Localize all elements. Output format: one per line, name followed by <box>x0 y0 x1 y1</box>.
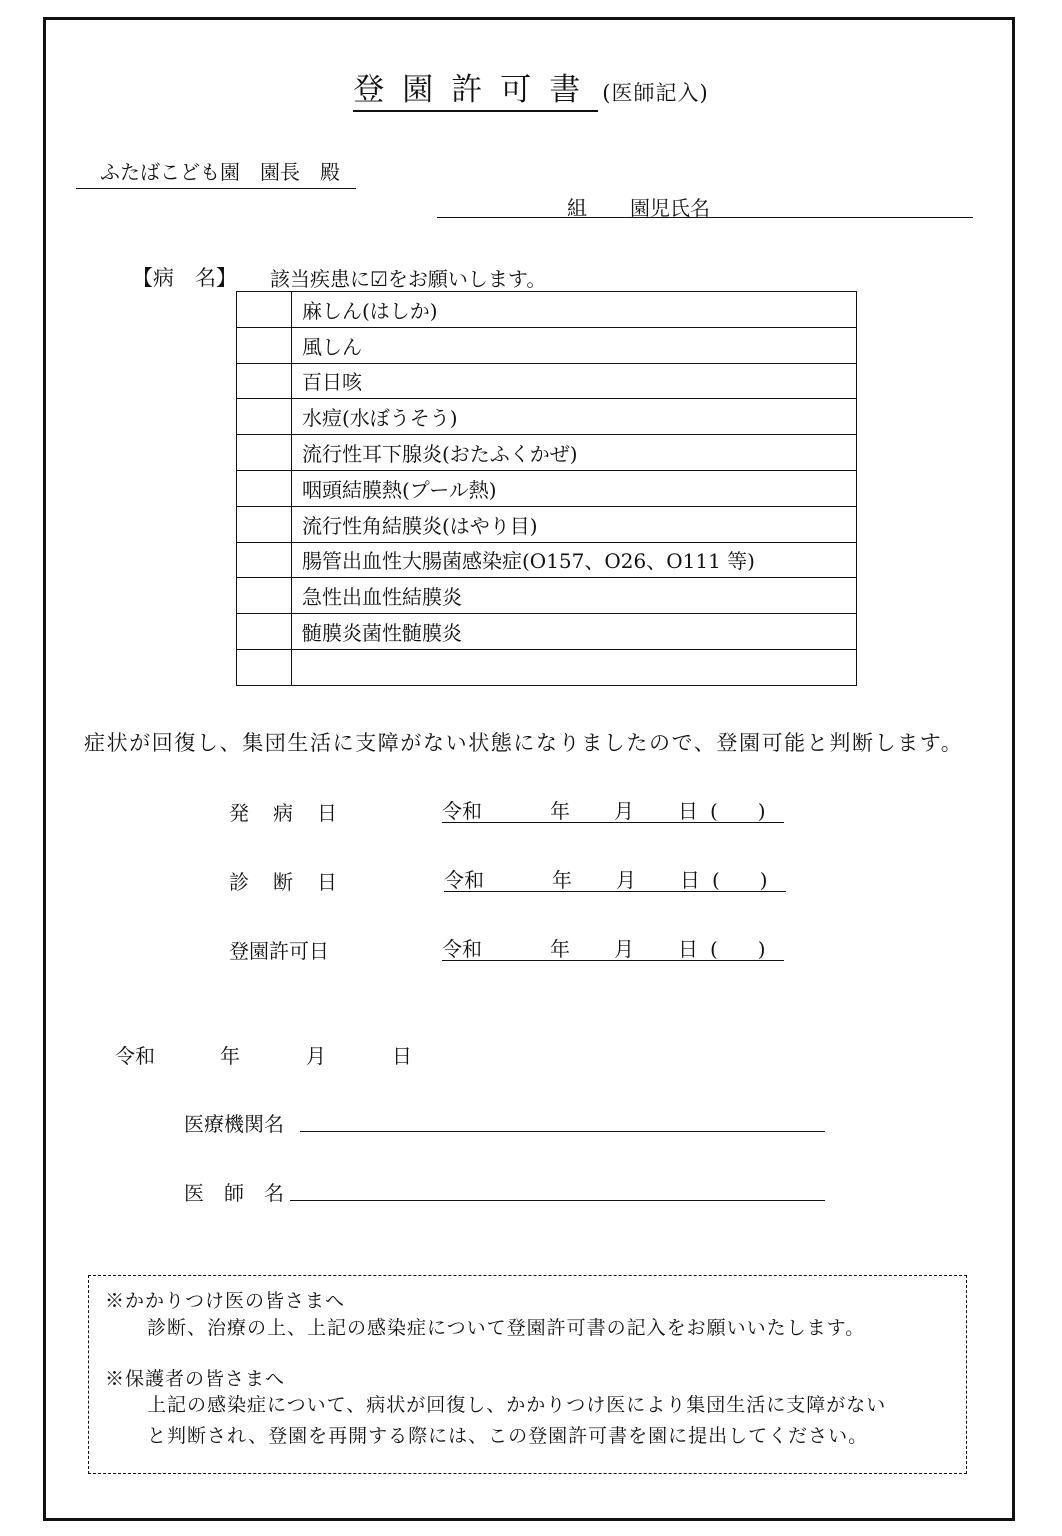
guardian-note-text-1: 上記の感染症について、病状が回復し、かかりつけ医により集団生活に支障がない <box>147 1394 887 1416</box>
sign-date-day: 日 <box>392 1044 412 1068</box>
doctor-field[interactable] <box>290 1200 825 1201</box>
year-unit: 年 <box>550 799 570 823</box>
disease-name: 急性出血性結膜炎 <box>292 578 857 614</box>
title-sub: (医師記入) <box>602 81 709 105</box>
table-row <box>237 506 857 542</box>
weekday-paren: ( ) <box>712 868 768 892</box>
diagnosis-date-label: 診 断 日 <box>229 870 339 894</box>
disease-name: 流行性角結膜炎(はやり目) <box>292 506 857 542</box>
permission-date-field[interactable] <box>442 933 784 961</box>
doctor-note-text: 診断、治療の上、上記の感染症について登園許可書の記入をお願いいたします。 <box>147 1317 866 1339</box>
table-row <box>237 470 857 506</box>
diagnosis-date-field[interactable] <box>444 864 786 892</box>
disease-checkbox[interactable] <box>237 542 292 578</box>
table-row <box>237 292 857 328</box>
onset-date-field[interactable] <box>442 795 784 823</box>
disease-checkbox[interactable] <box>237 292 292 328</box>
disease-name: 水痘(水ぼうそう) <box>292 399 857 435</box>
child-name-line[interactable] <box>437 192 973 218</box>
era: 令和 <box>444 868 484 892</box>
year-unit: 年 <box>552 868 572 892</box>
disease-table <box>236 291 857 686</box>
disease-name: 髄膜炎菌性髄膜炎 <box>292 614 857 650</box>
month-unit: 月 <box>614 799 634 823</box>
notes-box <box>88 1275 967 1474</box>
disease-checkbox[interactable] <box>237 578 292 614</box>
weekday-paren: ( ) <box>710 799 766 823</box>
table-row <box>237 542 857 578</box>
disease-checkbox[interactable] <box>237 363 292 399</box>
day-unit: 日 <box>678 799 698 823</box>
era: 令和 <box>442 937 482 961</box>
onset-date-label: 発 病 日 <box>229 801 339 825</box>
permission-date-label: 登園許可日 <box>229 939 329 963</box>
disease-checkbox[interactable] <box>237 614 292 650</box>
doctor-note-heading: ※かかりつけ医の皆さまへ <box>105 1290 346 1312</box>
document-title <box>0 64 1062 109</box>
disease-checkbox[interactable] <box>237 506 292 542</box>
table-row <box>237 399 857 435</box>
table-row <box>237 435 857 471</box>
disease-checkbox[interactable] <box>237 327 292 363</box>
sign-date-year: 年 <box>220 1044 240 1068</box>
table-row <box>237 578 857 614</box>
table-row <box>237 363 857 399</box>
institution-label: 医療機関名 <box>184 1112 284 1136</box>
month-unit: 月 <box>616 868 636 892</box>
era: 令和 <box>442 799 482 823</box>
table-row <box>237 327 857 363</box>
institution-field[interactable] <box>300 1131 825 1132</box>
guardian-note-text-2: と判断され、登園を再開する際には、この登園許可書を園に提出してください。 <box>147 1425 869 1447</box>
month-unit: 月 <box>614 937 634 961</box>
addressee: ふたばこども園 園長 殿 <box>76 156 356 189</box>
disease-name: 咽頭結膜熱(プール熱) <box>292 470 857 506</box>
title-main: 登園許可書 <box>353 72 598 112</box>
disease-name: 麻しん(はしか) <box>292 292 857 328</box>
disease-heading: 【病 名】 <box>132 266 237 290</box>
weekday-paren: ( ) <box>710 937 766 961</box>
disease-name: 腸管出血性大腸菌感染症(O157、O26、O111 等) <box>292 542 857 578</box>
sign-date-era: 令和 <box>115 1044 155 1068</box>
guardian-note-heading: ※保護者の皆さまへ <box>105 1368 286 1390</box>
doctor-label: 医 師 名 <box>184 1181 284 1205</box>
disease-checkbox[interactable] <box>237 399 292 435</box>
disease-name: 風しん <box>292 327 857 363</box>
disease-checkbox[interactable] <box>237 649 292 685</box>
child-name-label: 園児氏名 <box>630 196 710 220</box>
year-unit: 年 <box>550 937 570 961</box>
disease-instruction: 該当疾患に☑をお願いします。 <box>270 267 547 291</box>
disease-checkbox[interactable] <box>237 435 292 471</box>
day-unit: 日 <box>678 937 698 961</box>
day-unit: 日 <box>680 868 700 892</box>
disease-name-other[interactable] <box>292 649 857 685</box>
table-row <box>237 614 857 650</box>
disease-checkbox[interactable] <box>237 470 292 506</box>
sign-date-month: 月 <box>306 1044 326 1068</box>
judgment-statement: 症状が回復し、集団生活に支障がない状態になりましたので、登園可能と判断します。 <box>84 731 964 755</box>
class-label: 組 <box>567 196 587 220</box>
disease-name: 流行性耳下腺炎(おたふくかぜ) <box>292 435 857 471</box>
disease-name: 百日咳 <box>292 363 857 399</box>
table-row <box>237 649 857 685</box>
